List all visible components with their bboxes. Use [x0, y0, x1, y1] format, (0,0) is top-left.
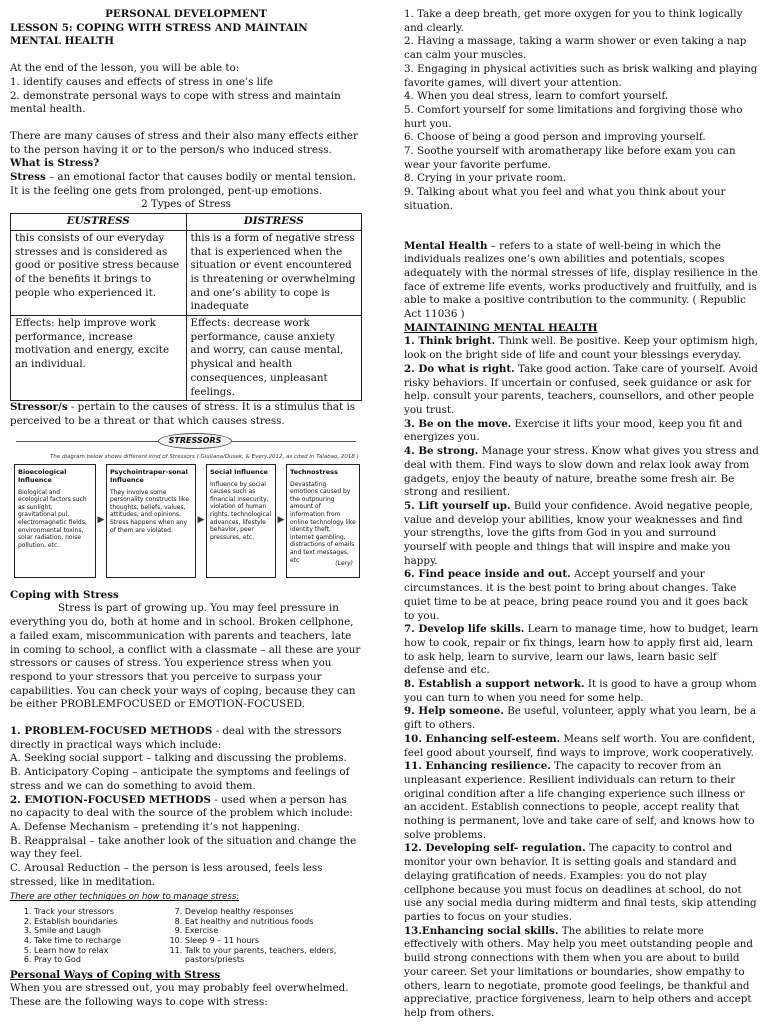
maintaining-item: [404, 500, 760, 569]
maintaining-item-head: 9. Help someone.: [404, 705, 504, 718]
emotion-focused-heading: 2. EMOTION-FOCUSED METHODS: [10, 793, 211, 806]
technique-item: 7. Develop healthy responses: [185, 907, 362, 917]
stressors-diagram: [10, 431, 362, 583]
distress-header: DISTRESS: [186, 214, 362, 231]
subject-title: PERSONAL DEVELOPMENT: [105, 8, 267, 20]
personal-ways-heading: Personal Ways of Coping with Stress: [10, 968, 221, 981]
technique-item: 4. Take time to recharge: [34, 936, 167, 946]
emotion-focused-item: C. Arousal Reduction – the person is less aroused, feels less stressed, like in meditation.: [10, 862, 323, 888]
maintaining-item: [404, 445, 760, 500]
eustress-effects: Effects: help improve work performance, increase motivation and energy, excite an individual.: [11, 316, 187, 401]
stress-definition-text: – an emotional factor that causes bodily or mental tension. It is the feeling one gets from prolonged, pent-up emotions.: [10, 171, 356, 197]
maintaining-item-head: 13.Enhancing social skills.: [404, 924, 559, 937]
stressor-box-bioecological: [14, 464, 96, 578]
technique-item: 5. Learn how to relax: [34, 946, 167, 956]
maintaining-item-text: The capacity to control and monitor your own behavior. It is setting goals and standard and delaying gratification of needs. Examples: you do not play cellphone because you must focus on deadlines at school, do not use any social media during midterm and final tests, skip attending parties to focus on your studies.: [404, 842, 757, 923]
personal-way-item: 8. Crying in your private room.: [404, 172, 567, 185]
maintaining-item-head: 12. Developing self- regulation.: [404, 842, 586, 855]
maintaining-item: [404, 568, 760, 623]
maintaining-item-head: 5. Lift yourself up.: [404, 499, 511, 512]
stressors-title: STRESSORS: [158, 433, 232, 449]
maintaining-item-head: 1. Think bright.: [404, 335, 496, 348]
causes-paragraph: There are many causes of stress and their also many effects either to the person having it or to the person/s who induced stress.: [10, 129, 358, 156]
maintaining-item-head: 3. Be on the move.: [404, 417, 512, 430]
stressor-box-text: They involve some personality constructs like thoughts, beliefs, values, attitudes, and opinions. Stress happens when any of them are violated.: [110, 488, 189, 534]
emotion-focused-item: A. Defense Mechanism – pretending it’s not happening.: [10, 820, 301, 833]
eustress-definition: this consists of our everyday stresses and is considered as good or positive stress because of the benefits it brings to people who experienced it.: [11, 230, 187, 315]
coping-heading: Coping with Stress: [10, 588, 119, 601]
left-column: [10, 0, 362, 1010]
diagram-caption: The diagram below shows different kind of Stressors ( Giuliana/Dusek, & Every,2012, as cited in Talabao, 2018 ): [50, 453, 359, 460]
stress-types-table: [10, 213, 362, 401]
maintaining-item: [404, 363, 760, 418]
personal-way-item: 4. When you deal stress, learn to comfort yourself.: [404, 90, 669, 103]
technique-item: 3. Smile and Laugh: [34, 926, 167, 936]
technique-item: 11. Talk to your parents, teachers, elders, pastors/priests: [185, 946, 362, 965]
types-title: 2 Types of Stress: [141, 198, 231, 211]
maintaining-item-text: Build your confidence. Avoid negative people, value and develop your abilities, know your weaknesses and find your strengths, love the gifts from God in you and surround yourself with people and things that will inspire and make you happy.: [404, 499, 753, 567]
personal-way-item: 1. Take a deep breath, get more oxygen for you to think logically and clearly.: [404, 8, 743, 34]
maintaining-item-text: The capacity to recover from an unpleasant experience. Resilient individuals can return to their original condition after a life changing experience such illness or an accident. Establish connections to people, accept reality that nothing is permanent, love and take care of self, and knows how to solve problems.: [404, 760, 755, 841]
technique-item: 1. Track your stressors: [34, 907, 167, 917]
maintaining-item-text: Be useful, volunteer, apply what you learn, be a gift to others.: [404, 705, 756, 732]
maintaining-item: [404, 335, 760, 362]
distress-effects: Effects: decrease work performance, cause anxiety and worry, can cause mental, physical and health consequences, unpleasant feelings.: [186, 316, 362, 401]
objectives-intro: At the end of the lesson, you will be able to:: [10, 62, 240, 75]
personal-way-item: 6. Choose of being a good person and improving yourself.: [404, 131, 706, 144]
problem-focused-text: - deal with the stressors directly in practical ways which include:: [10, 725, 342, 751]
problem-focused-intro: [10, 725, 362, 752]
personal-way-item: 9. Talking about what you feel and what you think about your situation.: [404, 186, 726, 212]
right-column: [404, 8, 760, 1021]
maintaining-item-head: 6. Find peace inside and out.: [404, 568, 571, 581]
personal-way-item: 3. Engaging in physical activities such as brisk walking and playing favorite games, will divert your attention.: [404, 62, 758, 89]
maintaining-item-text: The abilities to relate more effectively with others. May help you meet outstanding people and build strong connections with them when you are about to build your career. Set your limitations or boundaries, show empathy to others, learn to negotiate, promote good feelings, be thankful and appreciative, practice forgiveness, learn to help others and accept help from others.: [404, 924, 753, 1019]
problem-focused-item: A. Seeking social support – talking and discussing the problems.: [10, 752, 347, 765]
lesson-title: LESSON 5: COPING WITH STRESS AND MAINTAIN MENTAL HEALTH: [10, 21, 308, 48]
stressor-definition: [10, 401, 362, 428]
maintaining-item-text: Take good action. Take care of yourself. Avoid risky behaviors. If uncertain or confused, seek guidance or ask for help. consult your parents, teachers, counsellors, and other people you trust.: [404, 362, 758, 416]
maintaining-item: [404, 842, 760, 924]
maintaining-item-text: Learn to manage time, how to budget, learn how to cook, repair or fix things, learn how to apply first aid, learn to ask help, learn to survive, learn our laws, learn basic self defense and etc.: [404, 623, 759, 677]
personal-way-item: 5. Comfort yourself for some limitations and forgiving those who hurt you.: [404, 103, 743, 130]
eustress-header: EUSTRESS: [11, 214, 187, 231]
techniques-list: [16, 907, 362, 965]
stressor-box-text: Devastating emotions caused by the outpouring amount of information from online technology like identity theft, internet gambling, distractions of emails and text messages, etc: [290, 480, 356, 564]
maintaining-item-text: It is good to have a group whom you can turn to when you need for some help.: [404, 678, 757, 704]
maintaining-item: [404, 733, 760, 760]
personal-way-item: 7. Soothe yourself with aromatherapy like before exam you can wear your favorite perfume.: [404, 145, 736, 171]
technique-item: 6. Pray to God: [34, 955, 167, 965]
techniques-column-2: [167, 907, 362, 965]
problem-focused-heading: 1. PROBLEM-FOCUSED METHODS: [10, 725, 213, 738]
stressor-text: - pertain to the causes of stress. It is a stimulus that is perceived to be a threat or that which causes stress.: [10, 401, 356, 427]
maintaining-item-text: Exercise it lifts your mood, keep you fit and energizes you.: [404, 417, 743, 444]
arrow-icon: ▶: [197, 514, 205, 525]
maintaining-heading: MAINTAINING MENTAL HEALTH: [404, 321, 598, 334]
technique-item: 8. Eat healthy and nutritious foods: [185, 917, 362, 927]
mental-health-definition: [404, 240, 760, 322]
maintaining-item-text: Means self worth. You are confident, feel good about yourself, find ways to improve, work cooperatively.: [404, 732, 756, 759]
mental-health-text: – refers to a state of well-being in which the individuals realizes one’s own abilities and potentials, scopes adequately with the normal stresses of life, display resilience in the face of extreme life events, works productively and fruitfully, and is able to make a positive contribution to the community. ( Republic Act 11036 ): [404, 239, 758, 321]
maintaining-item: [404, 925, 760, 1021]
stressor-box-heading: Social Influence: [210, 467, 268, 476]
maintaining-item: [404, 760, 760, 842]
maintaining-item-head: 10. Enhancing self-esteem.: [404, 732, 561, 745]
arrow-icon: ▶: [277, 514, 285, 525]
personal-way-item: 2. Having a massage, taking a warm shower or even taking a nap can calm your muscles.: [404, 35, 747, 62]
technique-item: 9. Exercise: [185, 926, 362, 936]
distress-definition: this is a form of negative stress that is experienced when the situation or event encountered is threatening or overwhelming and one’s ability to cope is inadequate: [186, 230, 362, 315]
maintaining-item: [404, 705, 760, 732]
maintaining-item-head: 11. Enhancing resilience.: [404, 760, 551, 773]
maintaining-item: [404, 623, 760, 678]
maintaining-item-text: Accept yourself and your circumstances. it is the best point to bring about changes. Take quiet time to be at peace, bring peace round you and it goes back to you.: [404, 568, 748, 622]
maintaining-item-head: 8. Establish a support network.: [404, 678, 585, 691]
stressor-term: Stressor/s: [10, 401, 68, 414]
objective-item: 1. identify causes and effects of stress in one’s life: [10, 75, 274, 88]
arrow-icon: ▶: [97, 514, 105, 525]
stressor-box-psychointrapersonal: [106, 464, 196, 578]
personal-ways-intro: When you are stressed out, you may probably feel overwhelmed. These are the following ways to cope with stress:: [10, 982, 349, 1009]
maintaining-item: [404, 418, 760, 445]
maintaining-item: [404, 678, 760, 705]
techniques-column-1: [16, 907, 167, 965]
problem-focused-item: B. Anticipatory Coping – anticipate the symptoms and feelings of stress and we can do something to avoid them.: [10, 766, 350, 792]
stress-term: Stress: [10, 171, 46, 184]
maintaining-item-head: 2. Do what is right.: [404, 362, 515, 375]
objective-item: 2. demonstrate personal ways to cope with stress and maintain mental health.: [10, 89, 341, 116]
techniques-heading: There are other techniques on how to manage stress:: [10, 892, 240, 903]
stressor-box-text: Biological and ecological factors such as sunlight, gravitational pul, electromagnetic fields, environmental toxins, solar radiation, noise pollution, etc.: [18, 488, 87, 549]
stressor-box-social: [206, 464, 276, 578]
emotion-focused-item: B. Reappraisal – take another look of the situation and change the way they feel.: [10, 834, 357, 861]
stressor-box-heading: Bioecological Influence: [18, 467, 67, 484]
maintaining-item-head: 7. Develop life skills.: [404, 623, 525, 636]
stressor-box-text: Influence by social causes such as financial insecurity, violation of human rights, technological advances, lifestyle behavior, peer pressures, etc.: [210, 480, 272, 541]
maintaining-item-text: Manage your stress. Know what gives you stress and deal with them. Find ways to slow down and relax look away from gadgets, enjoy the beauty of nature, breathe some fresh air. Be strong and resilient.: [404, 445, 759, 499]
stressor-box-heading: Psychointraper-sonal Influence: [110, 467, 188, 484]
emotion-focused-text: - used when a person has no capacity to deal with the source of the problem which include:: [10, 793, 353, 820]
maintaining-item-head: 4. Be strong.: [404, 445, 479, 458]
stressor-box-technostress: [286, 464, 360, 578]
mental-health-term: Mental Health: [404, 239, 488, 252]
maintaining-item-text: Think well. Be positive. Keep your optimism high, look on the bright side of life and count your blessings everyday.: [404, 335, 758, 362]
stressor-box-heading: Technostress: [290, 467, 338, 476]
technique-item: 2. Establish boundaries: [34, 917, 167, 927]
diagram-reference: (Lery): [335, 559, 353, 567]
coping-paragraph: Stress is part of growing up. You may feel pressure in everything you do, both at home and in school. Broken cellphone, a failed exam, miscommunication with parents and teachers, late in coming to school, a conflict with a classmate – all these are your stressors or causes of stress. You experience stress when you respond to your stressors that you perceive to surpass your capabilities. You can check your ways of coping, because they can be either PROBLEMFOCUSED or EMOTION-FOCUSED.: [10, 602, 361, 711]
emotion-focused-intro: [10, 794, 362, 821]
technique-item: 10. Sleep 9 – 11 hours: [185, 936, 362, 946]
what-is-stress-heading: What is Stress?: [10, 157, 100, 170]
stress-definition: [10, 171, 362, 198]
